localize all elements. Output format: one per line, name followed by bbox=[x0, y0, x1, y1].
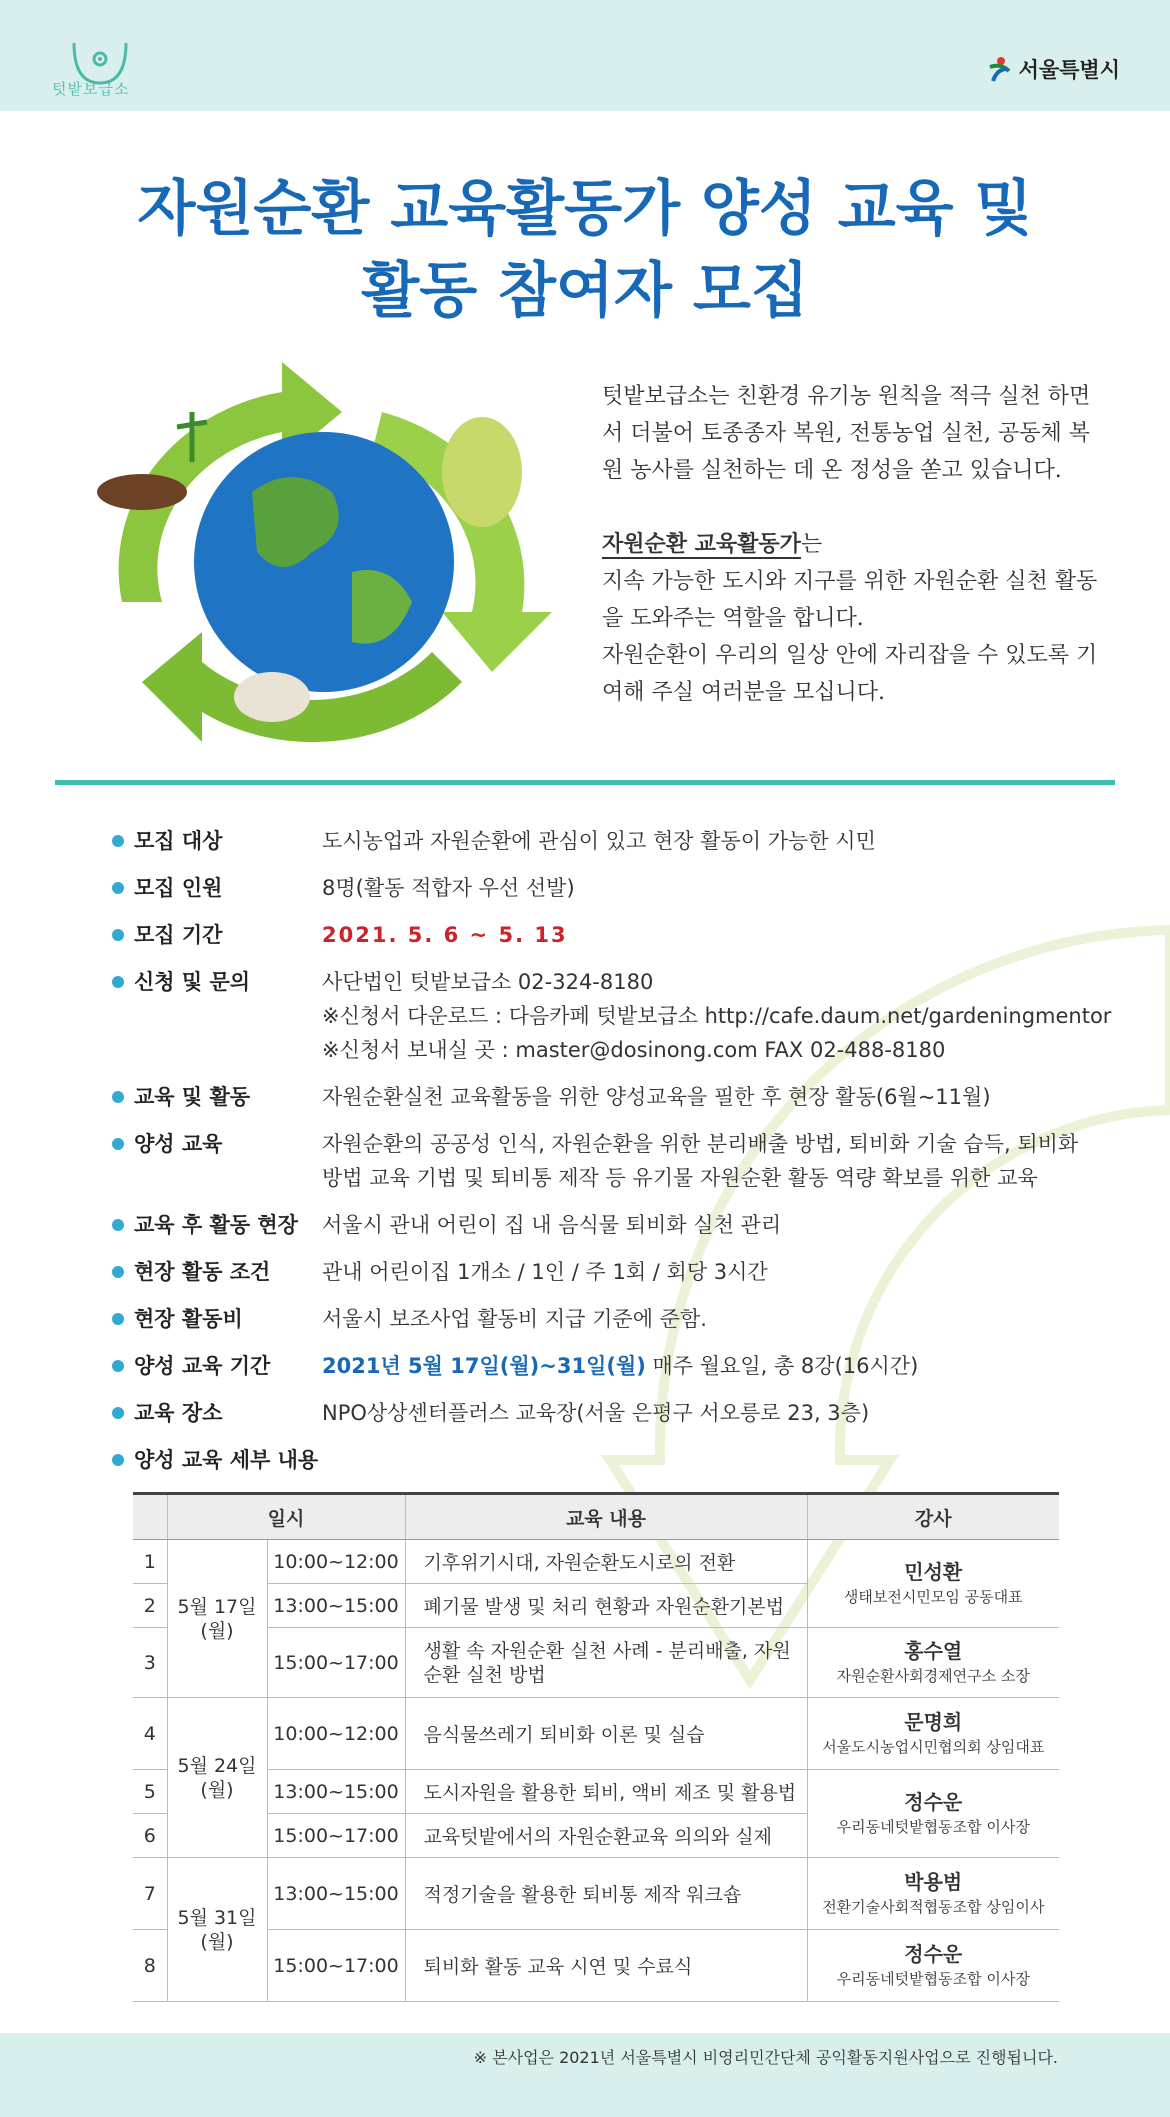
info-value: 자원순환실천 교육활동을 위한 양성교육을 필한 후 현장 활동(6월~11월) bbox=[322, 1085, 991, 1109]
session-time: 10:00~12:00 bbox=[267, 1698, 405, 1770]
info-label: 양성 교육 세부 내용 bbox=[134, 1448, 319, 1472]
footer-note: ※ 본사업은 2021년 서울특별시 비영리민간단체 공익활동지원사업으로 진행됩니다. bbox=[473, 2048, 1058, 2067]
info-list bbox=[110, 824, 1120, 1490]
session-content: 도시자원을 활용한 퇴비, 액비 제조 및 활용법 bbox=[405, 1770, 807, 1814]
page-title bbox=[0, 168, 1170, 332]
bullet-icon bbox=[112, 1313, 124, 1325]
intro-paragraph-3: 지속 가능한 도시와 지구를 위한 자원순환 실천 활동을 도와주는 역할을 합니다. bbox=[602, 569, 1098, 631]
info-label: 모집 인원 bbox=[134, 876, 223, 900]
session-content: 음식물쓰레기 퇴비화 이론 및 실습 bbox=[405, 1698, 807, 1770]
intro-paragraph-1: 텃밭보급소는 친환경 유기농 원칙을 적극 실천 하면서 더불어 토종종자 복원, 전통농업 실천, 공동체 복원 농사를 실천하는 데 온 정성을 쏟고 있습니다. bbox=[602, 384, 1091, 483]
intro-paragraph-4: 자원순환이 우리의 일상 안에 자리잡을 수 있도록 기여해 주실 여러분을 모십니다. bbox=[602, 643, 1098, 705]
info-value: NPO상상센터플러스 교육장(서울 은평구 서오릉로 23, 3층) bbox=[322, 1401, 870, 1425]
info-value: 관내 어린이집 1개소 / 1인 / 주 1회 / 회당 3시간 bbox=[322, 1260, 768, 1284]
title-line-2: 활동 참여자 모집 bbox=[361, 256, 809, 326]
intro-emphasis: 자원순환 교육활동가 bbox=[602, 531, 801, 557]
session-date: 5월 17일 (월) bbox=[167, 1540, 267, 1698]
info-value: 방법 교육 기법 및 퇴비통 제작 등 유기물 자원순환 활동 역량 확보를 위한 교육 bbox=[322, 1166, 1038, 1190]
divider bbox=[55, 780, 1115, 785]
info-label: 교육 장소 bbox=[134, 1401, 223, 1425]
instructor-org: 우리동네텃밭협동조합 이사장 bbox=[836, 1817, 1030, 1836]
session-time: 10:00~12:00 bbox=[267, 1540, 405, 1584]
session-content: 생활 속 자원순환 실천 사례 - 분리배출, 자원순환 실천 방법 bbox=[405, 1628, 807, 1698]
instructor-org: 서울도시농업시민협의회 상임대표 bbox=[822, 1737, 1045, 1756]
info-value: 8명(활동 적합자 우선 선발) bbox=[322, 876, 575, 900]
session-time: 13:00~15:00 bbox=[267, 1584, 405, 1628]
instructor-name: 홍수열 bbox=[904, 1638, 963, 1663]
instructor-cell bbox=[807, 1858, 1059, 1930]
info-label: 양성 교육 기간 bbox=[134, 1354, 271, 1378]
bullet-icon bbox=[112, 882, 124, 894]
info-label: 양성 교육 bbox=[134, 1132, 223, 1156]
bullet-icon bbox=[112, 1407, 124, 1419]
session-time: 15:00~17:00 bbox=[267, 1814, 405, 1858]
instructor-org: 자원순환사회경제연구소 소장 bbox=[836, 1666, 1030, 1685]
training-period-detail: 매주 월요일, 총 8강(16시간) bbox=[645, 1354, 919, 1378]
recruitment-period-value: 2021. 5. 6 ~ 5. 13 bbox=[322, 923, 568, 947]
row-number: 2 bbox=[133, 1584, 167, 1628]
session-time: 15:00~17:00 bbox=[267, 1628, 405, 1698]
info-row bbox=[110, 918, 1120, 952]
table-header-row bbox=[133, 1494, 1059, 1540]
info-row bbox=[110, 1080, 1120, 1114]
table-row bbox=[133, 1628, 1059, 1698]
header-datetime: 일시 bbox=[167, 1494, 405, 1540]
bullet-icon bbox=[112, 976, 124, 988]
info-label: 교육 후 활동 현장 bbox=[134, 1213, 298, 1237]
bullet-icon bbox=[112, 1360, 124, 1372]
row-number: 4 bbox=[133, 1698, 167, 1770]
session-time: 13:00~15:00 bbox=[267, 1770, 405, 1814]
info-value: 자원순환의 공공성 인식, 자원순환을 위한 분리배출 방법, 퇴비화 기술 습득, 퇴비화 bbox=[322, 1132, 1079, 1156]
row-number: 8 bbox=[133, 1930, 167, 2002]
info-label: 현장 활동 조건 bbox=[134, 1260, 271, 1284]
schedule-table bbox=[133, 1492, 1059, 2002]
instructor-name: 문명희 bbox=[904, 1709, 963, 1734]
instructor-org: 전환기술사회적협동조합 상임이사 bbox=[822, 1897, 1045, 1916]
instructor-cell bbox=[807, 1930, 1059, 2002]
row-number: 5 bbox=[133, 1770, 167, 1814]
info-label: 모집 기간 bbox=[134, 923, 223, 947]
info-label: 교육 및 활동 bbox=[134, 1085, 251, 1109]
contact-phone: 사단법인 텃밭보급소 02-324-8180 bbox=[322, 970, 654, 994]
instructor-cell bbox=[807, 1540, 1059, 1628]
info-value: 서울시 보조사업 활동비 지급 기준에 준함. bbox=[322, 1307, 707, 1331]
table-row bbox=[133, 1540, 1059, 1584]
info-row bbox=[110, 1302, 1120, 1336]
logo-text: 텃밭보급소 bbox=[52, 80, 130, 98]
info-label: 신청 및 문의 bbox=[134, 970, 251, 994]
bullet-icon bbox=[112, 1266, 124, 1278]
instructor-org: 생태보전시민모임 공동대표 bbox=[843, 1587, 1023, 1606]
info-value: 도시농업과 자원순환에 관심이 있고 현장 활동이 가능한 시민 bbox=[322, 829, 876, 853]
recycling-globe-illustration bbox=[82, 352, 564, 752]
seoul-label: 서울특별시 bbox=[1018, 58, 1120, 82]
session-time: 13:00~15:00 bbox=[267, 1858, 405, 1930]
row-number: 1 bbox=[133, 1540, 167, 1584]
info-row bbox=[110, 1443, 1120, 1477]
session-date: 5월 31일 (월) bbox=[167, 1858, 267, 2002]
info-row bbox=[110, 1208, 1120, 1242]
table-row bbox=[133, 1770, 1059, 1814]
title-line-1: 자원순환 교육활동가 양성 교육 및 bbox=[137, 174, 1033, 244]
session-date: 5월 24일 (월) bbox=[167, 1698, 267, 1858]
info-row bbox=[110, 824, 1120, 858]
seoul-symbol-icon bbox=[987, 55, 1013, 83]
info-label: 현장 활동비 bbox=[134, 1307, 243, 1331]
info-row bbox=[110, 1255, 1120, 1289]
bullet-icon bbox=[112, 929, 124, 941]
bullet-icon bbox=[112, 1138, 124, 1150]
table-row bbox=[133, 1858, 1059, 1930]
submit-email-text: ※신청서 보내실 곳 : master@dosinong.com FAX 02-488-8180 bbox=[322, 1038, 946, 1062]
instructor-cell bbox=[807, 1770, 1059, 1858]
bullet-icon bbox=[112, 1454, 124, 1466]
session-content: 폐기물 발생 및 처리 현황과 자원순환기본법 bbox=[405, 1584, 807, 1628]
info-row bbox=[110, 965, 1120, 1067]
session-content: 기후위기시대, 자원순환도시로의 전환 bbox=[405, 1540, 807, 1584]
seoul-logo bbox=[987, 54, 1120, 84]
info-label: 모집 대상 bbox=[134, 829, 223, 853]
info-row bbox=[110, 1127, 1120, 1195]
row-number: 7 bbox=[133, 1858, 167, 1930]
bullet-icon bbox=[112, 1091, 124, 1103]
info-row bbox=[110, 871, 1120, 905]
session-time: 15:00~17:00 bbox=[267, 1930, 405, 2002]
table-row bbox=[133, 1930, 1059, 2002]
row-number: 6 bbox=[133, 1814, 167, 1858]
training-period-dates: 2021년 5월 17일(월)~31일(월) bbox=[322, 1354, 646, 1378]
session-content: 퇴비화 활동 교육 시연 및 수료식 bbox=[405, 1930, 807, 2002]
intro-paragraph-2 bbox=[602, 526, 1102, 563]
instructor-name: 박용범 bbox=[904, 1869, 963, 1894]
bullet-icon bbox=[112, 1219, 124, 1231]
session-content: 교육텃밭에서의 자원순환교육 의의와 실제 bbox=[405, 1814, 807, 1858]
header-content: 교육 내용 bbox=[405, 1494, 807, 1540]
instructor-name: 정수운 bbox=[904, 1789, 963, 1814]
intro-text bbox=[602, 378, 1102, 711]
bullet-icon bbox=[112, 835, 124, 847]
instructor-name: 민성환 bbox=[904, 1559, 963, 1584]
instructor-name: 정수운 bbox=[904, 1941, 963, 1966]
session-content: 적정기술을 활용한 퇴비통 제작 워크숍 bbox=[405, 1858, 807, 1930]
intro-emphasis-suffix: 는 bbox=[800, 532, 823, 557]
download-link-text: ※신청서 다운로드 : 다음카페 텃밭보급소 http://cafe.daum.net/gardeningmentor bbox=[322, 1004, 1112, 1028]
row-number: 3 bbox=[133, 1628, 167, 1698]
info-row bbox=[110, 1349, 1120, 1383]
table-row bbox=[133, 1698, 1059, 1770]
header-instructor: 강사 bbox=[807, 1494, 1059, 1540]
instructor-cell bbox=[807, 1628, 1059, 1698]
info-value: 서울시 관내 어린이 집 내 음식물 퇴비화 실천 관리 bbox=[322, 1213, 782, 1237]
instructor-org: 우리동네텃밭협동조합 이사장 bbox=[836, 1969, 1030, 1988]
instructor-cell bbox=[807, 1698, 1059, 1770]
info-row bbox=[110, 1396, 1120, 1430]
